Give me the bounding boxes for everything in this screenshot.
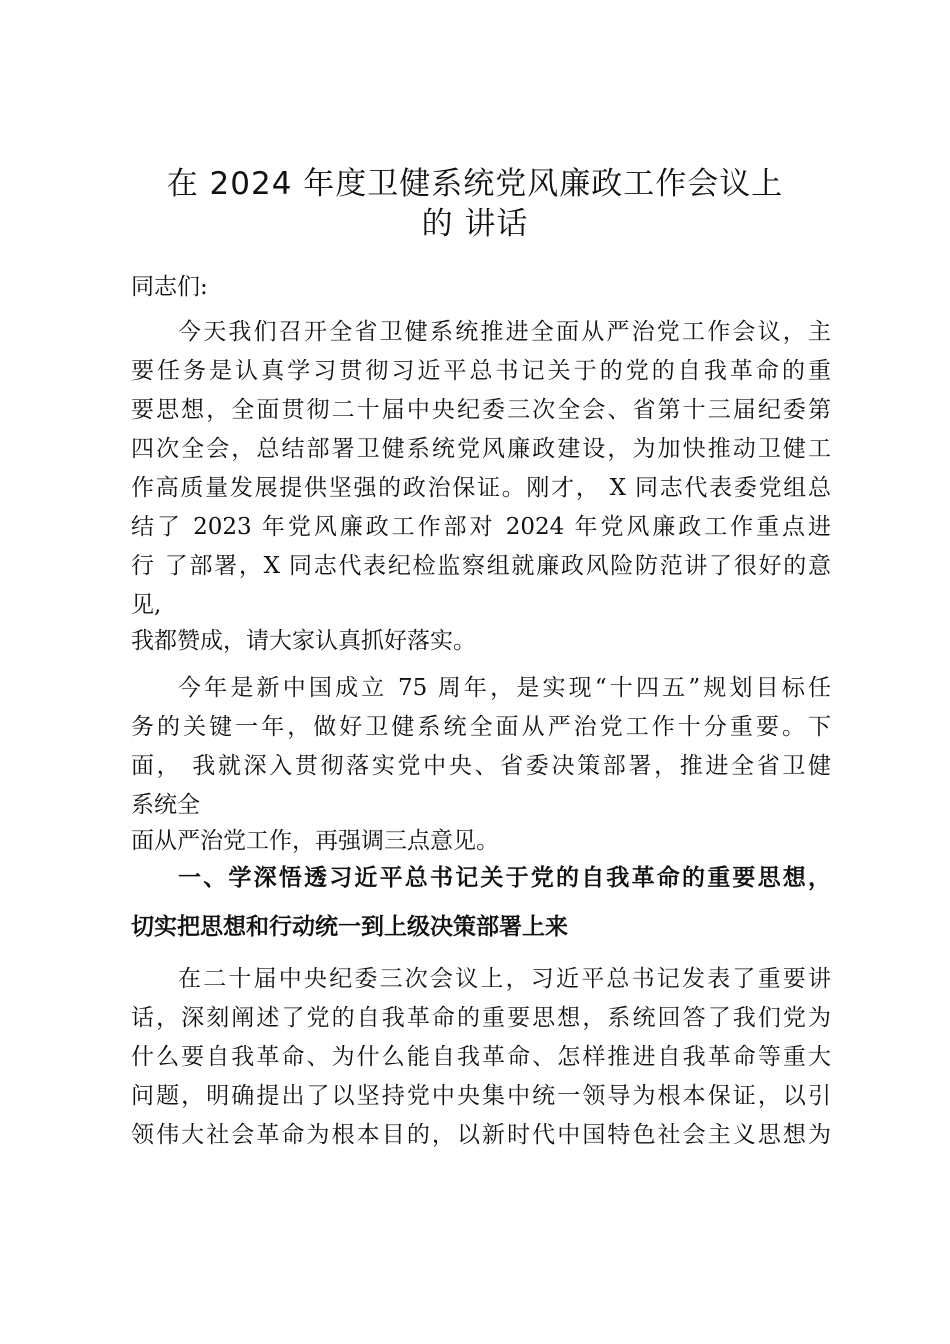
- document-title-line-2: 的 讲话: [421, 206, 529, 242]
- paragraph-2-line-3: 面， 我就深入贯彻落实党中央、省委决策部署，推进全省卫健: [131, 753, 831, 779]
- paragraph-3-line-5: 领伟大社会革命为根本目的，以新时代中国特色社会主义思想为: [131, 1122, 831, 1148]
- paragraph-1-line-6: 结了 2023 年党风廉政工作部对 2024 年党风廉政工作重点进: [131, 514, 831, 540]
- paragraph-1-line-1: 今天我们召开全省卫健系统推进全面从严治党工作会议，主: [178, 319, 831, 345]
- document-title-line-1: 在 2024 年度卫健系统党风廉政工作会议上: [166, 166, 784, 202]
- paragraph-3-line-4: 问题，明确提出了以坚持党中央集中统一领导为根本保证，以引: [131, 1083, 831, 1109]
- paragraph-1-line-2: 要任务是认真学习贯彻习近平总书记关于的党的自我革命的重: [131, 358, 831, 384]
- paragraph-2-line-2: 务的关键一年，做好卫健系统全面从严治党工作十分重要。下: [131, 714, 831, 740]
- paragraph-1-line-4: 四次全会，总结部署卫健系统党风廉政建设，为加快推动卫健工: [131, 436, 831, 462]
- section-heading-1-line-1: 一、学深悟透习近平总书记关于党的自我革命的重要思想，: [178, 865, 831, 891]
- salutation: 同志们:: [131, 274, 208, 300]
- paragraph-1-line-8: 见,: [131, 592, 162, 618]
- paragraph-3-line-2: 话，深刻阐述了党的自我革命的重要思想，系统回答了我们党为: [131, 1005, 831, 1031]
- paragraph-1-line-3: 要思想，全面贯彻二十届中央纪委三次全会、省第十三届纪委第: [131, 397, 831, 423]
- paragraph-2-line-4: 系统全: [131, 792, 200, 818]
- paragraph-1-line-5: 作高质量发展提供坚强的政治保证。刚才， X 同志代表委党组总: [131, 475, 831, 501]
- paragraph-2-line-5: 面从严治党工作，再强调三点意见。: [131, 828, 499, 854]
- paragraph-3-line-1: 在二十届中央纪委三次会议上，习近平总书记发表了重要讲: [178, 966, 831, 992]
- paragraph-1-line-9: 我都赞成，请大家认真抓好落实。: [131, 628, 476, 654]
- paragraph-3-line-3: 什么要自我革命、为什么能自我革命、怎样推进自我革命等重大: [131, 1044, 831, 1070]
- paragraph-1-line-7: 行 了部署，X 同志代表纪检监察组就廉政风险防范讲了很好的意: [131, 553, 831, 579]
- paragraph-2-line-1: 今年是新中国成立 75 周年，是实现“十四五”规划目标任: [178, 675, 831, 701]
- section-heading-1-line-2: 切实把思想和行动统一到上级决策部署上来: [131, 914, 568, 940]
